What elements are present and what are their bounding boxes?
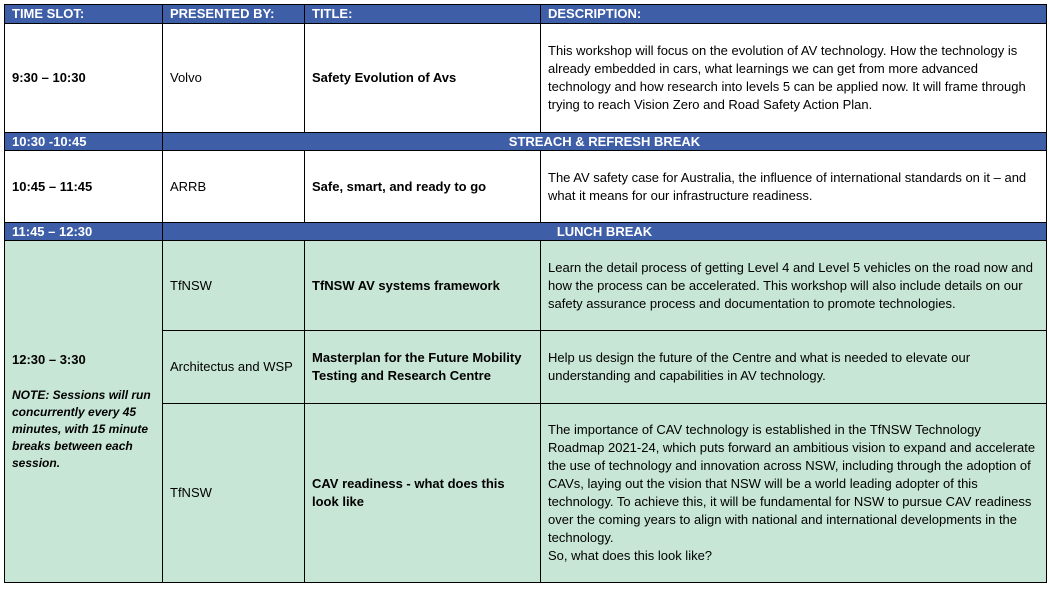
presenter-cell: Volvo <box>163 24 305 133</box>
time-slot-cell: 9:30 – 10:30 <box>5 24 163 133</box>
presenter-cell: Architectus and WSP <box>163 331 305 404</box>
header-title: TITLE: <box>305 5 541 24</box>
presenter-cell: TfNSW <box>163 404 305 583</box>
time-slot-cell: 10:45 – 11:45 <box>5 151 163 223</box>
table-header-row <box>5 5 1047 24</box>
title-cell: Safety Evolution of Avs <box>305 24 541 133</box>
break-label: STREACH & REFRESH BREAK <box>163 133 1047 151</box>
table-row <box>5 241 1047 331</box>
break-row <box>5 223 1047 241</box>
agenda-table <box>4 4 1047 583</box>
description-cell: Learn the detail process of getting Level 4 and Level 5 vehicles on the road now and how the process can be accelerated. This workshop will also include details on our safety assurance process and documentation to promote technologies. <box>541 241 1047 331</box>
table-row <box>5 151 1047 223</box>
header-description: DESCRIPTION: <box>541 5 1047 24</box>
break-label: LUNCH BREAK <box>163 223 1047 241</box>
description-cell: This workshop will focus on the evolution of AV technology. How the technology is already embedded in cars, what learnings we can get from more advanced technology and how research into levels 5 can be applied now. It will frame through trying to reach Vision Zero and Road Safety Action Plan. <box>541 24 1047 133</box>
afternoon-time-cell <box>5 241 163 583</box>
table-row <box>5 24 1047 133</box>
title-cell: CAV readiness - what does this look like <box>305 404 541 583</box>
title-cell: Safe, smart, and ready to go <box>305 151 541 223</box>
description-cell <box>541 404 1047 583</box>
description-cell: The AV safety case for Australia, the influence of international standards on it – and what it means for our infrastructure readiness. <box>541 151 1047 223</box>
description-text: The importance of CAV technology is established in the TfNSW Technology Roadmap 2021-24, which puts forward an ambitious vision to expand and accelerate the use of technology and innovation across NSW, including through the adoption of CAVs, laying out the vision that NSW will be a world leading adopter of this technology. To achieve this, it will be fundamental for NSW to pursue CAV readiness over the coming years to align with national and international developments in the technology. <box>548 422 1036 545</box>
title-cell: Masterplan for the Future Mobility Testing and Research Centre <box>305 331 541 404</box>
header-presented-by: PRESENTED BY: <box>163 5 305 24</box>
description-cell: Help us design the future of the Centre and what is needed to elevate our understanding and capabilities in AV technology. <box>541 331 1047 404</box>
afternoon-note: NOTE: Sessions will run concurrently every 45 minutes, with 15 minute breaks between each session. <box>12 388 151 470</box>
break-row <box>5 133 1047 151</box>
header-time-slot: TIME SLOT: <box>5 5 163 24</box>
presenter-cell: TfNSW <box>163 241 305 331</box>
title-cell: TfNSW AV systems framework <box>305 241 541 331</box>
presenter-cell: ARRB <box>163 151 305 223</box>
break-time-cell: 10:30 -10:45 <box>5 133 163 151</box>
afternoon-time: 12:30 – 3:30 <box>12 352 86 367</box>
break-time-cell: 11:45 – 12:30 <box>5 223 163 241</box>
description-question: So, what does this look like? <box>548 548 713 563</box>
